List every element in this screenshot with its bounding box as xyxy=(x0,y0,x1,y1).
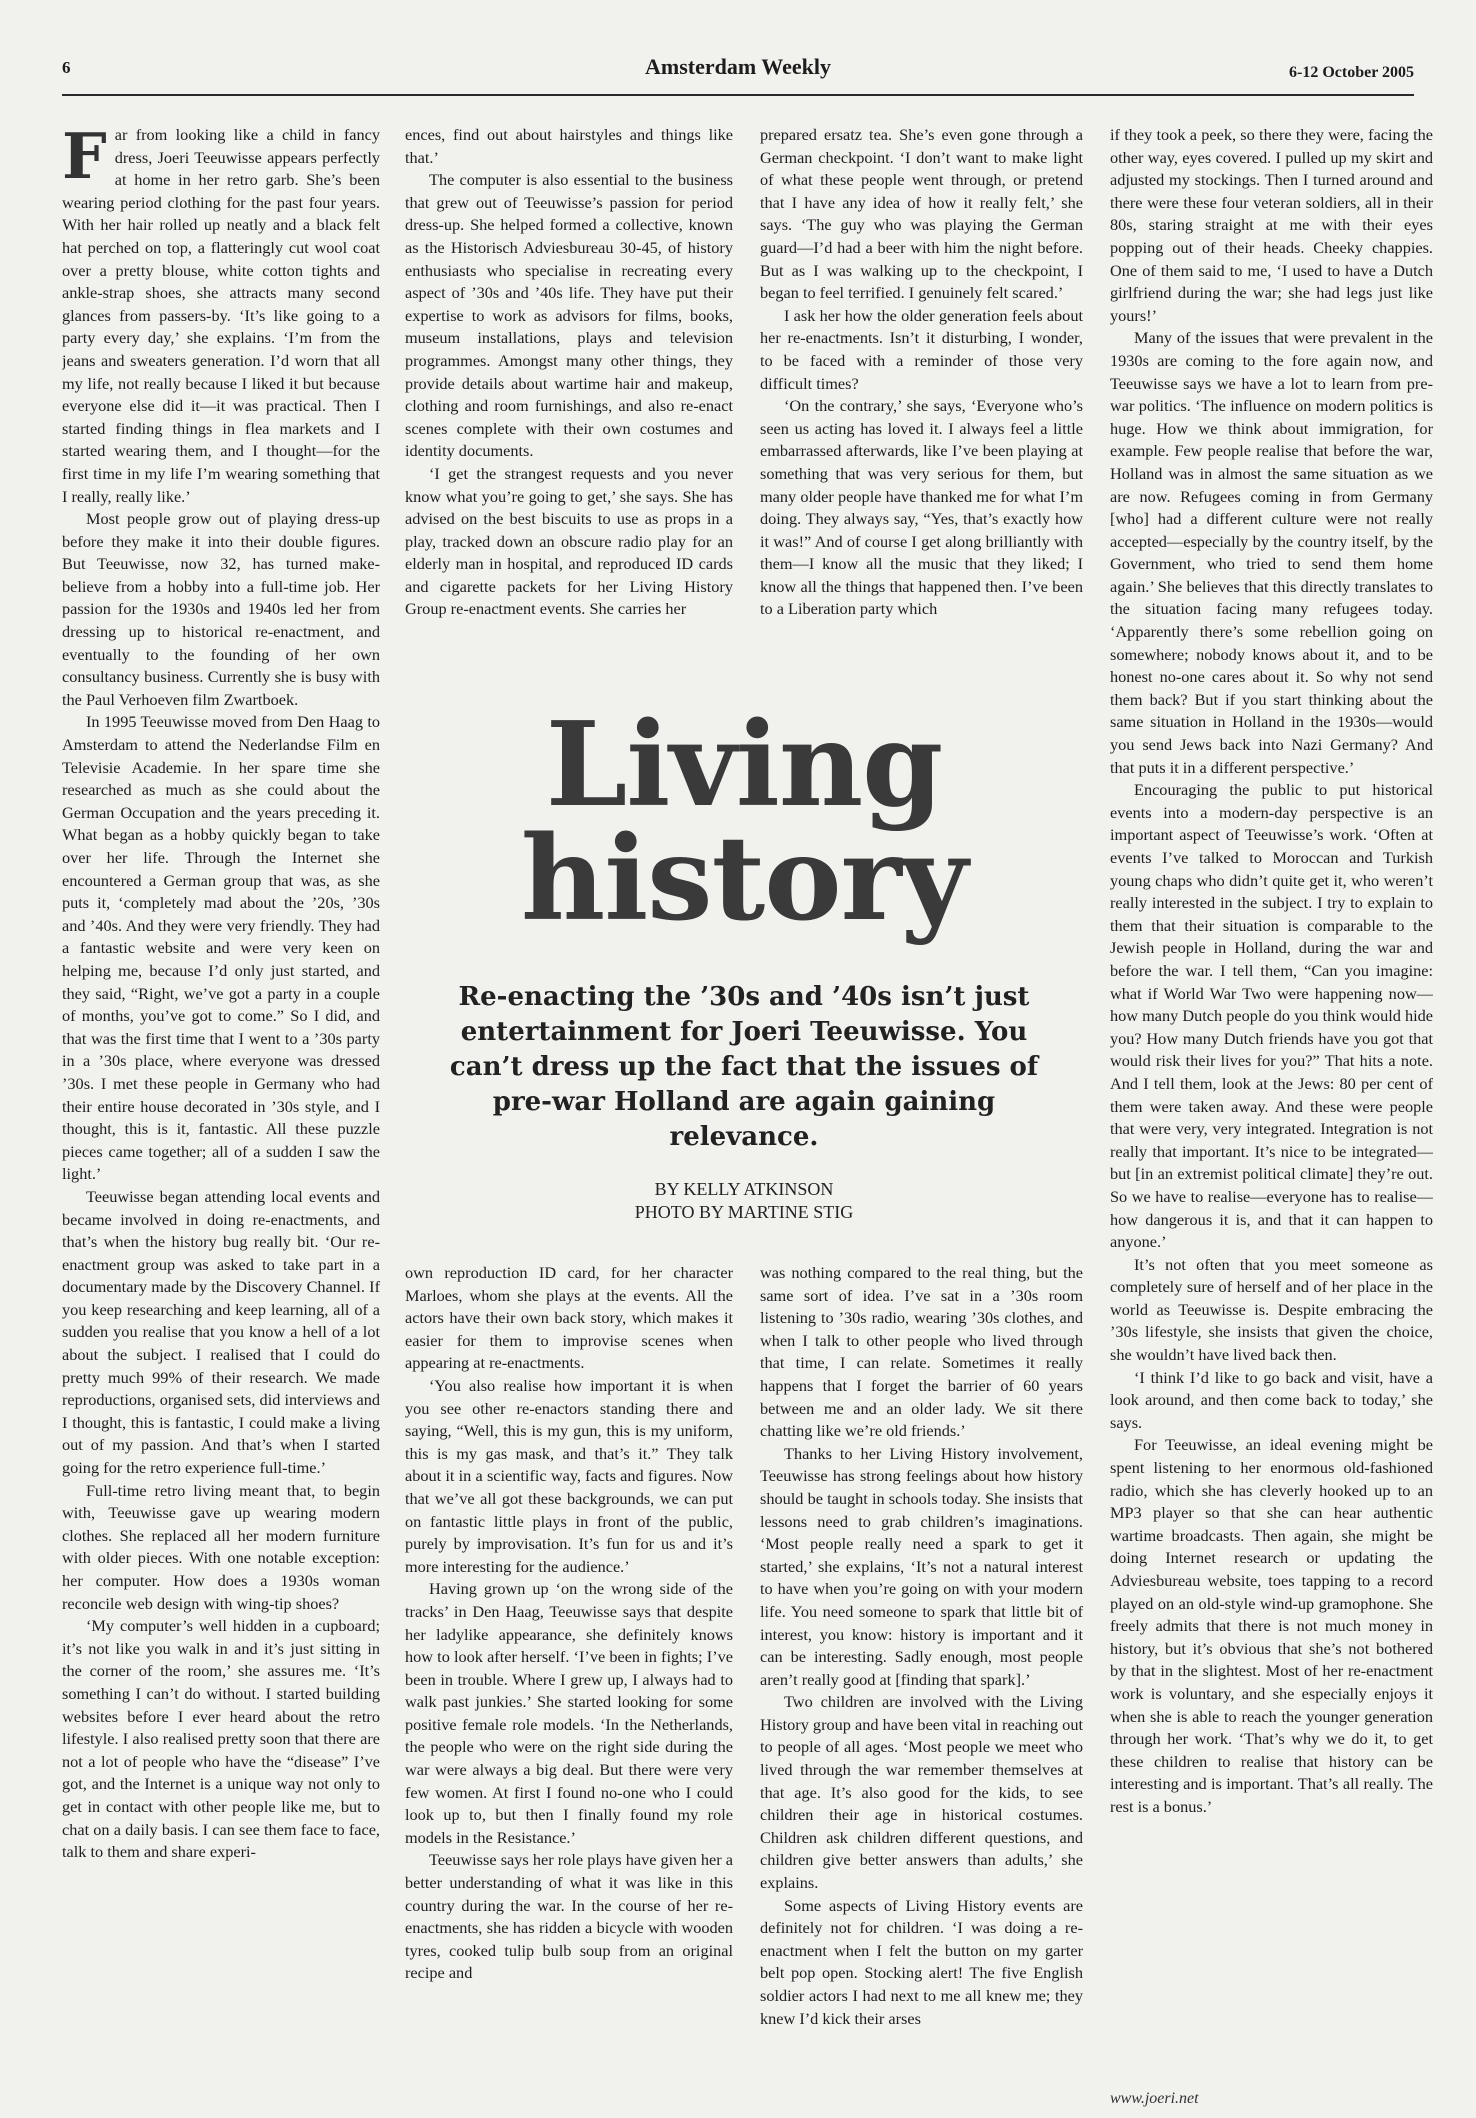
paragraph: In 1995 Teeuwisse moved from Den Haag to Amsterdam to attend the Nederlandse Film en Televisie Academie. In her spare time she researched as much as she could about the German Occupation and the years preceding it. What began as a hobby quickly began to take over her life. Through the Internet she encountered a German group that was, as she puts it, ‘completely mad about the ’20s, ’30s and ’40s. And they were very friendly. They had a fantastic website and were very keen on helping me, because I’d only just started, and they said, “Right, we’ve got a party in a couple of months, you’ve got to come.” So I did, and that was the first time that I went to a ’30s party in a ’30s place, where everyone was dressed ’30s. I met these people in Germany who had their entire house decorated in ’30s style, and I thought, this is it, fantastic. All these puzzle pieces came together; all of a sudden I saw the light.’ xyxy=(62,712,380,1184)
byline xyxy=(420,1178,1068,1224)
paragraph: own reproduction ID card, for her character Marloes, whom she plays at the events. All the actors have their own back story, which makes it easier for them to improvise scenes when appearing at re-enactments. xyxy=(405,1263,733,1373)
paragraph: was nothing compared to the real thing, but the same sort of idea. I’ve sat in a ’30s room listening to ’30s radio, wearing ’30s clothes, and when I talk to other people who lived through that time, I can relate. Sometimes it really happens that I forget the barrier of 60 years between me and an older lady. We sit there chatting like we’re old friends.’ xyxy=(760,1263,1083,1441)
masthead: Amsterdam Weekly xyxy=(645,54,831,79)
issue-date: 6-12 October 2005 xyxy=(1288,64,1414,81)
column-4 xyxy=(1110,124,1433,2054)
paragraph: ‘On the contrary,’ she says, ‘Everyone who’s seen us acting has loved it. I always feel a little embarrassed afterwards, like I’ve been playing at something that was very serious for them, but many older people have thanked me for what I’m doing. They always say, “Yes, that’s exactly how it was!” And of course I get along brilliantly with them—I know all the music that they liked; I know all the things that happened then. I’ve been to a Liberation party which xyxy=(760,396,1083,619)
paragraph: Some aspects of Living History events are definitely not for children. ‘I was doing a re-enactment when I felt the button on my garter belt pop open. Stocking alert! The five English soldier actors I had next to me all knew me; they knew I’d kick their arses xyxy=(760,1895,1083,2028)
paragraph: Teeuwisse began attending local events and became involved in doing re-enactments, and that’s when the history bug really bit. ‘Our re-enactment group was asked to take part in a documentary made by the Discovery Channel. If you keep researching and keep learning, all of a sudden you realise that you know a hell of a lot about the subject. I realised that I could do pretty much 99% of their research. We made reproductions, organised sets, did interviews and I thought, this is fantastic, I could make a living out of my passion. And that’s when I started going for the retro experience full-time.’ xyxy=(62,1186,380,1478)
headline-line-1: Living xyxy=(545,697,943,833)
paragraph: It’s not often that you meet someone as completely sure of herself and of her place in the world as Teeuwisse is. Despite embracing the ’30s lifestyle, she insists that given the choice, she wouldn’t have lived back then. xyxy=(1110,1254,1433,1365)
paragraph: Two children are involved with the Living History group and have been vital in reaching out to people of all ages. ‘Most people we meet who lived through the war remember themselves at that age. It’s also good for the kids, to see children their age in historical costumes. Children ask children different questions, and children give better answers than adults,’ she explains. xyxy=(760,1692,1083,1893)
website-link[interactable]: www.joeri.net xyxy=(1110,2090,1199,2107)
paragraph: if they took a peek, so there they were, facing the other way, eyes covered. I pulled up my skirt and adjusted my stockings. Then I turned around and there were these four veteran soldiers, all in their 80s, staring straight at me with their eyes popping out of their heads. Cheeky chappies. One of them said to me, ‘I used to have a Dutch girlfriend during the war; she had legs just like yours!’ xyxy=(1110,125,1433,325)
standfirst: Re-enacting the ’30s and ’40s isn’t just entertainment for Joeri Teeuwisse. You can’t dress up the fact that the issues of pre-war Holland are again gaining relevance. xyxy=(449,982,1039,1152)
headline xyxy=(405,697,1083,947)
paragraph: Encouraging the public to put historical events into a modern-day perspective is an important aspect of Teeuwisse’s work. ‘Often at events I’ve talked to Moroccan and Turkish young chaps who didn’t quite get it, who weren’t really interested in the subject. I try to explain to them that their situation is comparable to the Jewish people in Holland, during the war and before the war. I tell them, “Can you imagine: what if World War Two were happening now—how many Dutch people do you think would hide you? How many Dutch friends have you got that would risk their lives for you?” That hits a note. And I tell them, look at the Jews: 80 per cent of them were taken away. And these were people that were very, very integrated. Integration is not really that important. It’s nice to be integrated—but [in an extremist political climate] they’re out. So we have to realise—everyone has to realise—how dangerous it is, and that it can happen to anyone.’ xyxy=(1110,780,1433,1252)
column-3-bottom xyxy=(760,1262,1083,2057)
paragraph: Teeuwisse says her role plays have given her a better understanding of what it was like in this country during the war. In the course of her re-enactments, she has ridden a bicycle with wooden tyres, cooked tulip bulb soup from an original recipe and xyxy=(405,1850,733,1983)
paragraph: The computer is also essential to the business that grew out of Teeuwisse’s passion for period dress-up. She helped formed a collective, known as the Historisch Adviesbureau 30-45, of history enthusiasts who specialise in recreating every aspect of ’30s and ’40s life. They have put their expertise to work as advisors for films, books, museum installations, plays and television programmes. Amongst many other things, they provide details about wartime hair and makeup, clothing and room furnishings, and also re-enact scenes complete with their own costumes and identity documents. xyxy=(405,170,733,461)
paragraph: ‘My computer’s well hidden in a cupboard; it’s not like you walk in and it’s just sitting in the corner of the room,’ she assures me. ‘It’s something I can’t do without. I started building websites before I ever heard about the retro lifestyle. I also realised pretty soon that there are not a lot of people who have the “disease” I’ve got, and the Internet is a unique way not only to get in contact with other people like me, but to chat on a daily basis. I can see them face to face, talk to them and share experi- xyxy=(62,1616,380,1862)
column-2-top xyxy=(405,124,733,684)
column-2-bottom xyxy=(405,1262,733,2057)
paragraph: For Teeuwisse, an ideal evening might be spent listening to her enormous old-fashioned radio, which she has cleverly hooked up to an MP3 player so that she can hear authentic wartime broadcasts. Then again, she might be doing Internet research or updating the Adviesbureau website, toes tapping to a record played on an old-style wind-up gramophone. She freely admits that there is not much money in history, but it’s obvious that she’s not bothered by that in the slightest. Most of her re-enactment work is voluntary, and she especially enjoys it when she is able to reach the younger generation through her work. ‘That’s why we do it, to get these children to realise that history can be interesting and is important. That’s all really. The rest is a bonus.’ xyxy=(1110,1435,1433,1816)
photo-credit: PHOTO BY MARTINE STIG xyxy=(634,1202,854,1222)
page-header xyxy=(62,54,1414,96)
paragraph: prepared ersatz tea. She’s even gone through a German checkpoint. ‘I don’t want to make light of what these people went through, or pretend that I have any idea of how it really felt,’ she says. ‘The guy who was playing the German guard—I’d had a beer with him the night before. But as I was walking up to the checkpoint, I began to feel terrified. I genuinely felt scared.’ xyxy=(760,125,1083,303)
column-1 xyxy=(62,124,380,2054)
author-credit: BY KELLY ATKINSON xyxy=(654,1179,834,1199)
paragraph: I ask her how the older generation feels about her re-enactments. Isn’t it disturbing, I wonder, to be faced with a reminder of those very difficult times? xyxy=(760,305,1083,393)
paragraph: ences, find out about hairstyles and things like that.’ xyxy=(405,125,733,167)
paragraph: Full-time retro living meant that, to begin with, Teeuwisse gave up wearing modern clothes. She replaced all her modern furniture with older pieces. With one notable exception: her computer. How does a 1930s woman reconcile web design with wing-tip shoes? xyxy=(62,1480,380,1613)
paragraph: ‘I get the strangest requests and you never know what you’re going to get,’ she says. She has advised on the best biscuits to use as props in a play, tracked down an obscure radio play for an elderly man in hospital, and reproduced ID cards and cigarette packets for her Living History Group re-enactment events. She carries her xyxy=(405,463,733,619)
paragraph: Having grown up ‘on the wrong side of the tracks’ in Den Haag, Teeuwisse says that despite her ladylike appearance, she definitely knows how to look after herself. ‘I’ve been in fights; I’ve been in trouble. Where I grew up, I always had to walk past junkies.’ She started looking for some positive female role models. ‘In the Netherlands, the people who were on the right side during the war were always a big deal. But there were very few women. At first I found no-one who I could look up to, but then I finally found my role models in the Resistance.’ xyxy=(405,1579,733,1847)
headline-line-2: history xyxy=(520,811,968,947)
column-3-top xyxy=(760,124,1083,684)
paragraph: ‘You also realise how important it is when you see other re-enactors standing there and saying, “Well, this is my gun, this is my uniform, this is my gas mask, and that’s it.” They talk about it in a scientific way, facts and figures. Now that we’ve all got these backgrounds, we can put on fantastic little plays in front of the public, purely by improvisation. It’s fun for us and it’s more interesting for the audience.’ xyxy=(405,1375,733,1576)
page-number: 6 xyxy=(62,58,71,77)
paragraph: Far from looking like a child in fancy dress, Joeri Teeuwisse appears perfectly at home in her retro garb. She’s been wearing period clothing for the past four years. With her hair rolled up neatly and a black felt hat perched on top, a flatteringly cut wool coat over a pretty blouse, white cotton tights and ankle-strap shoes, she attracts many second glances from passers-by. ‘It’s like going to a party every day,’ she explains. ‘I’m from the jeans and sweaters generation. I’d worn that all my life, not really because I liked it but because everyone else did it—it was practical. Then I started finding things in flea markets and I started wearing them, and I thought—for the first time in my life I’m wearing something that I really, really like.’ xyxy=(62,124,380,506)
paragraph: ‘I think I’d like to go back and visit, have a look around, and then come back to today,’ she says. xyxy=(1110,1367,1433,1432)
paragraph: Most people grow out of playing dress-up before they make it into their double figures. But Teeuwisse, now 32, has turned make-believe from a hobby into a full-time job. Her passion for the 1930s and 1940s led her from dressing up to historical re-enactment, and eventually to the founding of her own consultancy business. Currently she is busy with the Paul Verhoeven film Zwartboek. xyxy=(62,509,380,709)
drop-cap: F xyxy=(62,124,107,193)
paragraph: Thanks to her Living History involvement, Teeuwisse has strong feelings about how history should be taught in schools today. She insists that lessons need to grab children’s imaginations. ‘Most people really need a spark to get it started,’ she explains, ‘It’s not a natural interest to have when you’re going on with your modern life. You need someone to spark that little bit of interest, you know: history is important and it can be interesting. Sadly enough, most people aren’t really good at [finding that spark].’ xyxy=(760,1443,1083,1689)
paragraph: Many of the issues that were prevalent in the 1930s are coming to the fore again now, and Teeuwisse says we have a lot to learn from pre-war politics. ‘The influence on modern politics is huge. How we think about immigration, for example. Few people realise that before the war, Holland was in almost the same situation as we are now. Refugees coming in from Germany [who] had a different culture were not really accepted—especially by the country itself, by the Government, who tried to send them home again.’ She believes that this directly translates to the situation facing many refugees today. ‘Apparently there’s some rebellion going on somewhere; nobody knows about it, and to be honest no-one cares about it. So why not send them back? But if you start thinking about the same situation in Holland in the 1930s—would you send Jews back into Nazi Germany? And that puts it in a different perspective.’ xyxy=(1110,328,1433,777)
